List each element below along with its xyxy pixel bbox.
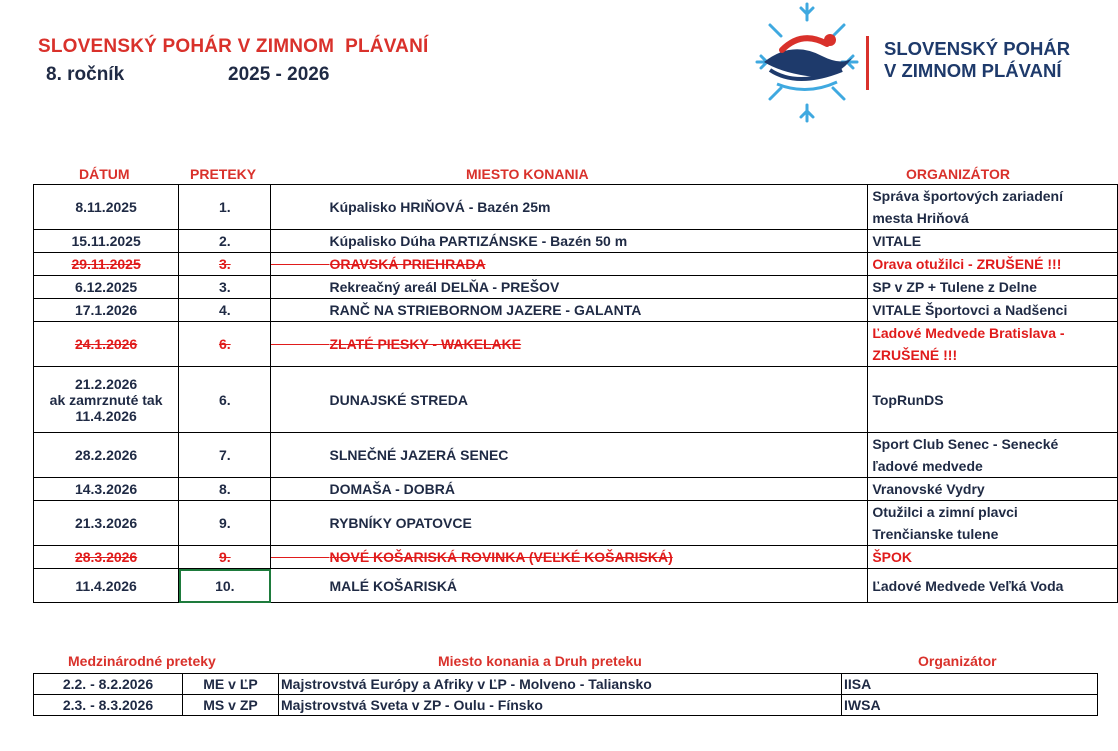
race-organizer-cell[interactable]: [868, 546, 1118, 569]
col-header-organizer: ORGANIZÁTOR: [906, 166, 1010, 182]
race-date-cell[interactable]: [34, 185, 179, 230]
race-venue-cell[interactable]: [271, 185, 868, 230]
race-organizer-cell[interactable]: [868, 433, 1118, 478]
race-row: [34, 569, 1118, 603]
cancel-strike-line: [271, 557, 329, 558]
race-venue-cell[interactable]: [271, 569, 868, 603]
race-number: 9.: [218, 549, 231, 565]
race-number-cell[interactable]: [179, 276, 271, 299]
race-organizer-cell[interactable]: [868, 253, 1118, 276]
race-row: [34, 501, 1118, 546]
race-date-cell[interactable]: [34, 322, 179, 367]
col-header-venue: MIESTO KONANIA: [466, 166, 589, 182]
race-organizer-cell[interactable]: [868, 230, 1118, 253]
race-number-cell[interactable]: [179, 501, 271, 546]
cancel-strike-line: [271, 264, 329, 265]
snowflake-swimmer-icon: [752, 0, 862, 125]
race-organizer: Vranovské Vydry: [872, 481, 985, 497]
intl-row: [34, 674, 1098, 695]
race-row: [34, 367, 1118, 433]
race-number: 6.: [218, 391, 231, 408]
race-venue: RYBNÍKY OPATOVCE: [329, 515, 472, 531]
race-venue: MALÉ KOŠARISKÁ: [329, 577, 458, 594]
logo-line-2: V ZIMNOM PLÁVANÍ: [884, 60, 1062, 81]
race-organizer: Ľadové Medvede Veľká Voda: [872, 577, 1064, 594]
race-row: [34, 253, 1118, 276]
race-date: 24.1.2026: [74, 336, 138, 352]
races-table: [33, 184, 1118, 603]
race-organizer: ŠPOK: [872, 549, 913, 565]
race-organizer: Správa športových zariadení: [872, 188, 1063, 204]
edition-line: [46, 64, 330, 86]
race-organizer-cell[interactable]: [868, 501, 1118, 546]
race-number: 3.: [218, 279, 231, 295]
race-date: 11.4.2026: [75, 577, 137, 594]
race-organizer-cell[interactable]: [868, 478, 1118, 501]
race-venue-cell[interactable]: [271, 253, 868, 276]
race-date-cell[interactable]: [34, 569, 179, 603]
race-date: 21.2.2026: [74, 375, 138, 392]
race-date-cell[interactable]: [34, 299, 179, 322]
race-number: 9.: [218, 515, 231, 531]
race-row: [34, 433, 1118, 478]
col-header-race: PRETEKY: [190, 166, 257, 182]
race-date-cell[interactable]: [34, 253, 179, 276]
race-row: [34, 185, 1118, 230]
race-date: 17.1.2026: [74, 302, 138, 318]
race-date: 21.3.2026: [74, 515, 138, 531]
race-number: 1.: [218, 199, 231, 215]
race-date: 15.11.2025: [71, 233, 141, 249]
race-number-cell[interactable]: [179, 478, 271, 501]
intl-date: 2.3. - 8.3.2026: [62, 697, 154, 713]
race-row: [34, 322, 1118, 367]
race-organizer: Sport Club Senec - Senecké: [872, 436, 1059, 452]
col-header-date: DÁTUM: [79, 166, 130, 182]
race-venue: RANČ NA STRIEBORNOM JAZERE - GALANTA: [329, 302, 642, 318]
race-organizer-cell[interactable]: [868, 367, 1118, 433]
intl-organizer-cell[interactable]: [842, 674, 1098, 695]
race-date-cell[interactable]: [34, 276, 179, 299]
race-venue: Kúpalisko Dúha PARTIZÁNSKE - Bazén 50 m: [329, 233, 628, 249]
race-date-cell[interactable]: [34, 546, 179, 569]
intl-venue-cell[interactable]: [279, 674, 842, 695]
race-date-cell[interactable]: [34, 367, 179, 433]
race-number-cell[interactable]: [179, 299, 271, 322]
race-row: [34, 230, 1118, 253]
cancel-strike-line: [271, 344, 329, 345]
race-number-cell[interactable]: [179, 367, 271, 433]
race-venue: NOVÉ KOŠARISKÁ ROVINKA (VEĽKÉ KOŠARISKÁ): [329, 549, 673, 565]
race-date: 29.11.2025: [71, 256, 141, 272]
race-organizer: TopRunDS: [872, 391, 944, 408]
race-venue-cell[interactable]: [271, 299, 868, 322]
race-organizer: SP v ZP + Tulene z Delne: [872, 279, 1037, 295]
race-organizer-cell[interactable]: [868, 299, 1118, 322]
race-venue-cell[interactable]: [271, 478, 868, 501]
race-number-cell[interactable]: [179, 569, 271, 603]
race-number-cell[interactable]: [179, 546, 271, 569]
race-venue-cell[interactable]: [271, 276, 868, 299]
race-venue-cell[interactable]: [271, 433, 868, 478]
race-date: ak zamrznuté tak: [49, 391, 163, 408]
intl-date: 2.2. - 8.2.2026: [62, 676, 154, 692]
race-number-cell[interactable]: [179, 253, 271, 276]
race-date: 14.3.2026: [74, 481, 138, 497]
intl-header-organizer: Organizátor: [918, 653, 997, 669]
race-organizer: Ľadové Medvede Bratislava -: [872, 325, 1065, 341]
race-date-cell[interactable]: [34, 230, 179, 253]
intl-header-race: Medzinárodné preteky: [68, 653, 216, 669]
logo: [752, 0, 1102, 125]
intl-venue-cell[interactable]: [279, 695, 842, 716]
race-organizer: VITALE: [872, 233, 922, 249]
race-organizer: Otužilci a zimní plavci: [872, 504, 1018, 520]
intl-organizer: IISA: [844, 676, 872, 692]
intl-type-cell[interactable]: [183, 695, 279, 716]
race-organizer: VITALE Športovci a Nadšenci: [872, 302, 1068, 318]
race-organizer: mesta Hriňová: [872, 210, 969, 226]
race-date: 6.12.2025: [74, 279, 138, 295]
race-number: 8.: [218, 481, 231, 497]
race-number: 7.: [218, 447, 231, 463]
race-number: 10.: [215, 577, 235, 594]
race-number-cell[interactable]: [179, 185, 271, 230]
race-number: 3.: [218, 256, 231, 272]
race-row: [34, 478, 1118, 501]
intl-header-venue: Miesto konania a Druh preteku: [438, 653, 642, 669]
race-date: 8.11.2025: [75, 199, 137, 215]
race-venue: Rekreačný areál DELŇA - PREŠOV: [329, 279, 560, 295]
race-number: 2.: [218, 233, 231, 249]
race-organizer: Trenčianske tulene: [872, 526, 999, 542]
race-venue: Kúpalisko HRIŇOVÁ - Bazén 25m: [329, 199, 551, 215]
race-number-cell[interactable]: [179, 433, 271, 478]
intl-venue: Majstrovstvá Európy a Afriky v ĽP - Molveno - Taliansko: [281, 676, 652, 692]
race-row: [34, 299, 1118, 322]
race-number: 4.: [218, 302, 231, 318]
race-organizer: Orava otužilci - ZRUŠENÉ !!!: [872, 256, 1062, 272]
race-venue: ZLATÉ PIESKY - WAKELAKE: [329, 336, 522, 352]
race-organizer-cell[interactable]: [868, 569, 1118, 603]
race-number-cell[interactable]: [179, 322, 271, 367]
edition: 8. ročník: [46, 64, 125, 85]
race-organizer: ľadové medvede: [872, 458, 983, 474]
intl-row: [34, 695, 1098, 716]
logo-line-1: SLOVENSKÝ POHÁR: [884, 38, 1071, 59]
race-venue-cell[interactable]: [271, 546, 868, 569]
race-number: 6.: [218, 336, 231, 352]
intl-type: MS v ZP: [203, 697, 258, 713]
race-organizer: ZRUŠENÉ !!!: [872, 347, 958, 363]
logo-text: [884, 38, 1070, 82]
intl-date-cell[interactable]: [34, 695, 183, 716]
race-venue: SLNEČNÉ JAZERÁ SENEC: [329, 447, 509, 463]
race-date-cell[interactable]: [34, 478, 179, 501]
intl-date-cell[interactable]: [34, 674, 183, 695]
intl-type-cell[interactable]: [183, 674, 279, 695]
intl-organizer: IWSA: [844, 697, 881, 713]
race-organizer-cell[interactable]: [868, 276, 1118, 299]
intl-organizer-cell[interactable]: [842, 695, 1098, 716]
page-title: SLOVENSKÝ POHÁR V ZIMNOM PLÁVANÍ: [38, 36, 429, 57]
season: 2025 - 2026: [228, 64, 330, 85]
race-date-cell[interactable]: [34, 501, 179, 546]
race-venue-cell[interactable]: [271, 501, 868, 546]
logo-divider: [866, 36, 869, 90]
race-venue: DOMAŠA - DOBRÁ: [329, 481, 455, 497]
intl-table: [33, 673, 1098, 716]
race-date: 11.4.2026: [75, 407, 137, 424]
race-venue: ORAVSKÁ PRIEHRADA: [329, 256, 486, 272]
race-date-cell[interactable]: [34, 433, 179, 478]
race-organizer-cell[interactable]: [868, 185, 1118, 230]
intl-type: ME v ĽP: [203, 676, 258, 692]
race-venue: DUNAJSKÉ STREDA: [329, 391, 468, 408]
race-date: 28.2.2026: [74, 447, 138, 463]
race-date: 28.3.2026: [74, 549, 138, 565]
race-row: [34, 546, 1118, 569]
race-venue-cell[interactable]: [271, 322, 868, 367]
race-row: [34, 276, 1118, 299]
race-number-cell[interactable]: [179, 230, 271, 253]
race-venue-cell[interactable]: [271, 230, 868, 253]
intl-venue: Majstrovstvá Sveta v ZP - Oulu - Fínsko: [281, 697, 543, 713]
race-venue-cell[interactable]: [271, 367, 868, 433]
race-organizer-cell[interactable]: [868, 322, 1118, 367]
